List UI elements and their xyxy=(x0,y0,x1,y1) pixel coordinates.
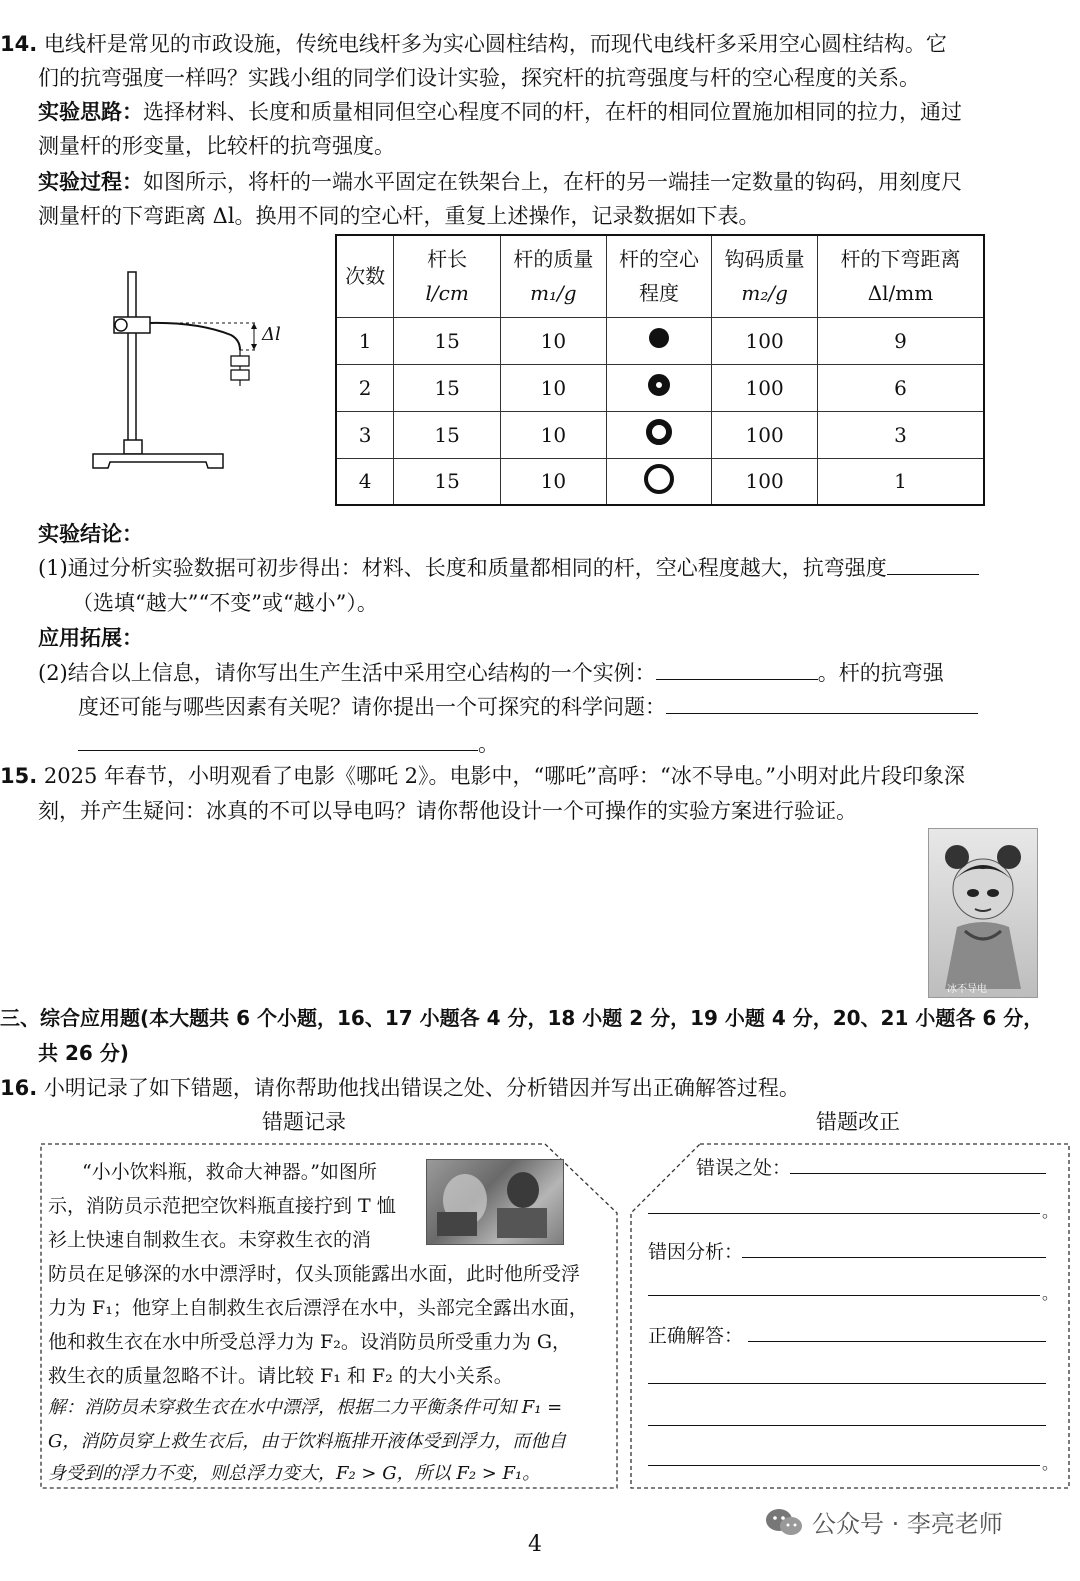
correct-answer-line-3[interactable] xyxy=(648,1425,1046,1426)
nezha-illustration xyxy=(929,829,1037,997)
nezha-photo xyxy=(928,828,1038,998)
q14-line1 xyxy=(0,28,947,58)
error-cause-line-2[interactable] xyxy=(648,1295,1040,1296)
header-hollowness: 杆的空心 程度 xyxy=(606,235,712,317)
q16-line1 xyxy=(0,1072,800,1102)
answer-blank-3[interactable] xyxy=(666,693,978,714)
q14-c1-line1 xyxy=(38,552,979,582)
q14-process-label: 实验过程： xyxy=(38,169,143,194)
q16-number: 16. xyxy=(0,1076,38,1100)
problem-text-2: 示，消防员示范把空饮料瓶直接拧到 T 恤 xyxy=(48,1195,396,1217)
header-count: 次数 xyxy=(336,235,394,317)
q14-c1-text-2: （选填“越大”“不变”或“越小”）。 xyxy=(72,591,378,615)
q14-idea-text-2: 测量杆的形变量，比较杆的抗弯强度。 xyxy=(38,134,395,158)
mistake-record-title: 错题记录 xyxy=(262,1110,346,1134)
q14-extend-label: 应用拓展： xyxy=(38,625,143,650)
q14-c2-text-b: 。杆的抗弯强 xyxy=(817,661,944,685)
bent-rod xyxy=(150,323,240,350)
q15-line1 xyxy=(0,760,965,790)
table-row: 3 15 10 100 3 xyxy=(336,411,984,458)
q14-process-text-1: 如图所示，将杆的一端水平固定在铁架台上，在杆的另一端挂一定数量的钩码，用刻度尺 xyxy=(143,170,962,194)
stand-pole xyxy=(128,272,136,442)
table-row: 2 15 10 100 6 xyxy=(336,364,984,411)
correct-answer-line-4[interactable] xyxy=(648,1465,1040,1466)
q14-c1-text: (1)通过分析实验数据可初步得出：材料、长度和质量都相同的杆，空心程度越大，抗弯强度 xyxy=(38,556,887,580)
q14-intro-1: 电线杆是常见的市政设施，传统电线杆多为实心圆柱结构，而现代电线杆多采用空心圆柱结构。它 xyxy=(43,32,947,56)
error-cause-line[interactable] xyxy=(742,1257,1046,1258)
q14-intro-2: 们的抗弯强度一样吗？实践小组的同学们设计实验，探究杆的抗弯强度与杆的空心程度的关系。 xyxy=(38,66,920,90)
figure-delta-l-label: Δl xyxy=(262,324,281,345)
stand-joint xyxy=(124,440,142,454)
section3-heading-2: 共 26 分) xyxy=(38,1041,129,1065)
q14-c2-line3: 。 xyxy=(78,728,499,758)
table-row: 4 15 10 100 1 xyxy=(336,458,984,505)
hook-weight-2 xyxy=(231,370,249,380)
error-location-line[interactable] xyxy=(790,1173,1046,1174)
wechat-icon xyxy=(764,1506,804,1538)
hollow-icon-solid xyxy=(649,328,669,348)
mistake-fix-title: 错题改正 xyxy=(816,1110,900,1134)
header-length: 杆长 l/cm xyxy=(394,235,501,317)
header-rod-mass: 杆的质量 m₁/g xyxy=(500,235,606,317)
hook-weight-1 xyxy=(231,356,249,366)
header-hook-mass: 钩码质量 m₂/g xyxy=(712,235,818,317)
problem-text-5: 力为 F₁；他穿上自制救生衣后漂浮在水中，头部完全露出水面， xyxy=(48,1297,588,1319)
q14-idea-text-1: 选择材料、长度和质量相同但空心程度不同的杆，在杆的相同位置施加相同的拉力，通过 xyxy=(143,100,962,124)
q14-process-text-2: 测量杆的下弯距离 Δl。换用不同的空心杆，重复上述操作，记录数据如下表。 xyxy=(38,204,760,228)
hollow-icon-large xyxy=(644,464,674,494)
correct-answer-label: 正确解答： xyxy=(648,1325,744,1347)
q14-c2-line2 xyxy=(78,691,978,721)
q14-c2-line1 xyxy=(38,657,944,687)
q14-idea-label: 实验思路： xyxy=(38,99,143,124)
experiment-table xyxy=(335,234,985,506)
solution-text-2: G，消防员穿上救生衣后，由于饮料瓶排开液体受到浮力，而他自 xyxy=(48,1431,567,1452)
q14-conclusion-label: 实验结论： xyxy=(38,521,143,546)
q14-process-line1 xyxy=(38,166,962,196)
mistake-fix-box: 错误之处： 。 错因分析： 。 正确解答： 。 xyxy=(630,1143,1070,1489)
answer-blank-2[interactable] xyxy=(656,659,818,680)
problem-text-1: “小小饮料瓶，救命大神器。”如图所 xyxy=(82,1161,377,1183)
correct-answer-line-1[interactable] xyxy=(748,1341,1046,1342)
header-bend-distance: 杆的下弯距离 Δl/mm xyxy=(817,235,984,317)
hollow-icon-small xyxy=(648,374,670,396)
answer-blank-4[interactable] xyxy=(78,730,478,751)
hollow-icon-medium xyxy=(646,419,672,445)
q16-text: 小明记录了如下错题，请你帮助他找出错误之处、分析错因并写出正确解答过程。 xyxy=(43,1076,800,1100)
stand-base xyxy=(93,454,223,468)
q15-text-1: 2025 年春节，小明观看了电影《哪吒 2》。电影中，“哪吒”高呼：“冰不导电。”小明对此片段印象深 xyxy=(43,764,965,788)
solution-text-3: 身受到的浮力不变，则总浮力变大，F₂ > G，所以 F₂ > F₁。 xyxy=(48,1463,541,1484)
nezha-caption: 冰不导电 xyxy=(947,984,987,995)
table-header-row xyxy=(336,235,984,317)
account-name: 公众号 · 李亮老师 xyxy=(812,1510,1003,1538)
mistake-record-box xyxy=(40,1143,618,1489)
error-location-label: 错误之处： xyxy=(696,1157,792,1179)
q15-number: 15. xyxy=(0,764,38,788)
problem-text-7: 救生衣的质量忽略不计。请比较 F₁ 和 F₂ 的大小关系。 xyxy=(48,1365,513,1387)
section3-heading-1: 三、综合应用题(本大题共 6 个小题，16、17 小题各 4 分，18 小题 2 分，19 小题 4 分，20、21 小题各 6 分， xyxy=(0,1006,1044,1030)
firefighter-photo xyxy=(426,1159,564,1245)
iron-stand-figure xyxy=(88,262,288,474)
q14-c2-text-a: (2)结合以上信息，请你写出生产生活中采用空心结构的一个实例： xyxy=(38,661,656,685)
problem-text-6: 他和救生衣在水中所受总浮力为 F₂。设消防员所受重力为 G， xyxy=(48,1331,572,1353)
table-row: 1 15 10 100 9 xyxy=(336,317,984,364)
error-location-line-2[interactable] xyxy=(648,1213,1040,1214)
q14-idea-line1 xyxy=(38,96,962,126)
page-number: 4 xyxy=(528,1532,542,1557)
answer-blank-1[interactable] xyxy=(887,554,979,575)
error-cause-label: 错因分析： xyxy=(648,1241,744,1263)
q14-number: 14. xyxy=(0,32,38,56)
correct-answer-line-2[interactable] xyxy=(648,1383,1046,1384)
problem-text-4: 防员在足够深的水中漂浮时，仅头顶能露出水面，此时他所受浮 xyxy=(48,1263,581,1285)
q15-text-2: 刻，并产生疑问：冰真的不可以导电吗？请你帮他设计一个可操作的实验方案进行验证。 xyxy=(38,799,857,823)
problem-text-3: 衫上快速自制救生衣。未穿救生衣的消 xyxy=(48,1229,372,1251)
q14-c2-text-2: 度还可能与哪些因素有关呢？请你提出一个可探究的科学问题： xyxy=(78,695,666,719)
watermark xyxy=(764,1504,1003,1539)
solution-text-1: 解：消防员未穿救生衣在水中漂浮，根据二力平衡条件可知 F₁ = xyxy=(48,1397,563,1418)
